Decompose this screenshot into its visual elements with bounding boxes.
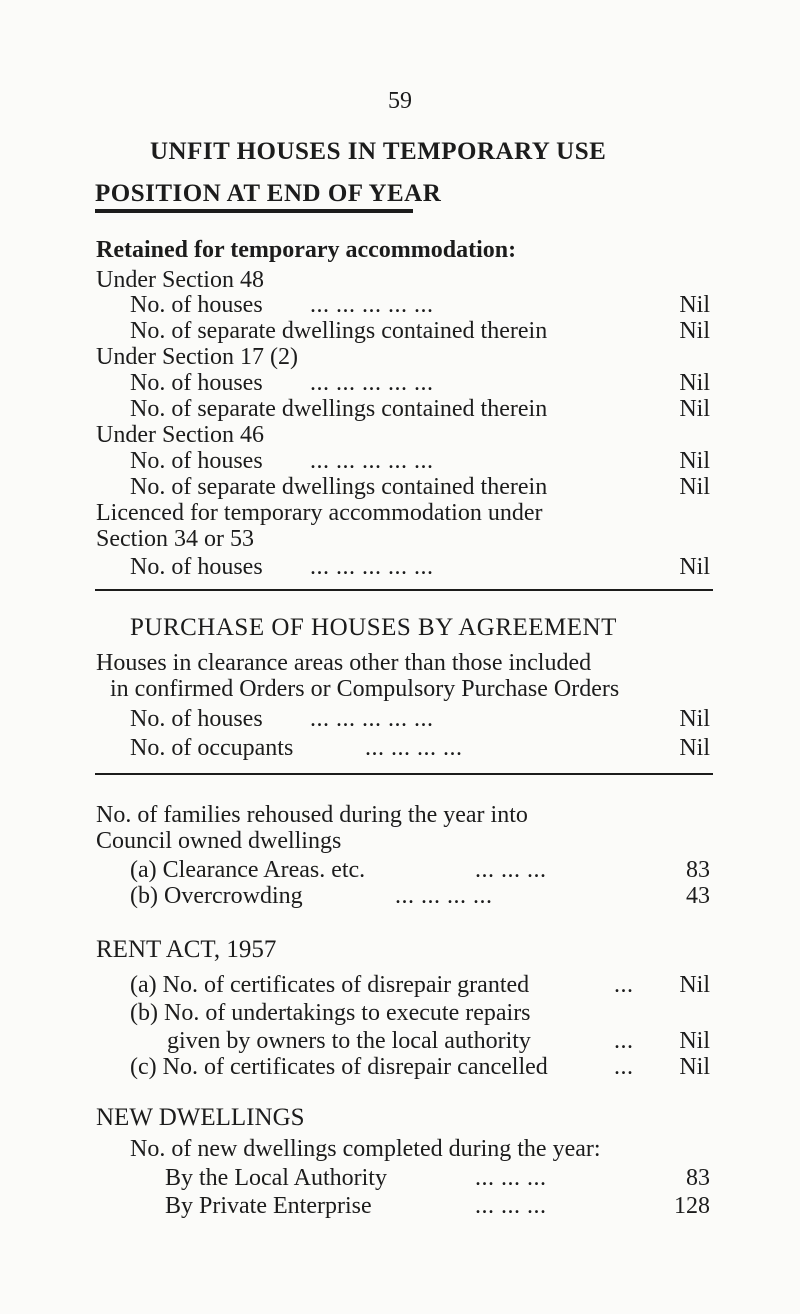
entry-label: No. of houses (130, 706, 263, 732)
entry-row (130, 706, 710, 736)
page-subtitle: POSITION AT END OF YEAR (95, 180, 442, 207)
rehoused-intro: Council owned dwellings (96, 828, 342, 854)
page-number: 59 (388, 88, 412, 114)
entry-value: Nil (679, 396, 710, 422)
entry-label: (a) No. of certificates of disrepair granted (130, 972, 530, 998)
rent-act-text: (b) No. of undertakings to execute repairs (130, 1000, 531, 1026)
rehoused-intro: No. of families rehoused during the year into (96, 802, 528, 828)
entry-label: No. of separate dwellings contained therein (130, 474, 548, 500)
page-title: UNFIT HOUSES IN TEMPORARY USE (150, 138, 607, 165)
purchase-intro: Houses in clearance areas other than those included (96, 650, 592, 676)
entry-label: (a) Clearance Areas. etc. (130, 857, 366, 883)
entry-row (165, 1193, 710, 1223)
entry-value: 43 (686, 883, 710, 909)
retained-heading: Retained for temporary accommodation: (96, 237, 517, 263)
entry-row (130, 883, 710, 913)
entry-label: No. of houses (130, 370, 263, 396)
entry-row (130, 735, 710, 765)
leader-dots: ... ... ... ... ... (310, 370, 434, 396)
section-label: Under Section 46 (96, 422, 264, 448)
entry-row (130, 972, 710, 1002)
entry-value: Nil (679, 706, 710, 732)
entry-label: No. of houses (130, 448, 263, 474)
entry-value: Nil (679, 318, 710, 344)
leader-dots: ... ... ... ... (395, 883, 493, 909)
section-divider (95, 773, 713, 775)
entry-value: 128 (674, 1193, 710, 1219)
purchase-heading: PURCHASE OF HOUSES BY AGREEMENT (130, 614, 617, 641)
section-label: Under Section 48 (96, 267, 264, 293)
entry-label: No. of houses (130, 554, 263, 580)
leader-dots: ... ... ... (475, 1165, 547, 1191)
licenced-text: Section 34 or 53 (96, 526, 254, 552)
entry-value: Nil (679, 554, 710, 580)
entry-value: Nil (679, 292, 710, 318)
entry-value: Nil (679, 972, 710, 998)
entry-label: (c) No. of certificates of disrepair cancelled (130, 1054, 548, 1080)
entry-value: Nil (679, 735, 710, 761)
leader-dots: ... ... ... ... ... (310, 554, 434, 580)
entry-value: Nil (679, 370, 710, 396)
entry-value: 83 (686, 857, 710, 883)
licenced-text: Licenced for temporary accommodation under (96, 500, 543, 526)
purchase-intro: in confirmed Orders or Compulsory Purchase Orders (110, 676, 620, 702)
leader-dots: ... ... ... ... ... (310, 448, 434, 474)
leader-dots: ... ... ... ... (365, 735, 463, 761)
entry-row (130, 554, 710, 584)
entry-value: Nil (679, 448, 710, 474)
entry-row (130, 1054, 710, 1084)
entry-label: No. of occupants (130, 735, 294, 761)
entry-row (165, 1165, 710, 1195)
entry-label: No. of separate dwellings contained therein (130, 396, 548, 422)
entry-value: Nil (679, 1028, 710, 1054)
leader-dots: ... ... ... ... ... (310, 706, 434, 732)
subtitle-underline (95, 209, 413, 213)
leader-dots: ... (614, 1028, 634, 1054)
section-label: Under Section 17 (2) (96, 344, 298, 370)
leader-dots: ... ... ... ... ... (310, 292, 434, 318)
leader-dots: ... (614, 1054, 634, 1080)
entry-label: By the Local Authority (165, 1165, 387, 1191)
entry-value: Nil (679, 1054, 710, 1080)
leader-dots: ... ... ... (475, 857, 547, 883)
leader-dots: ... (614, 972, 634, 998)
entry-label: given by owners to the local authority (167, 1028, 531, 1054)
entry-label: (b) Overcrowding (130, 883, 303, 909)
rent-act-heading: RENT ACT, 1957 (96, 936, 277, 963)
leader-dots: ... ... ... (475, 1193, 547, 1219)
section-divider (95, 589, 713, 591)
entry-label: No. of houses (130, 292, 263, 318)
new-dwellings-intro: No. of new dwellings completed during the year: (130, 1136, 601, 1162)
entry-label: No. of separate dwellings contained therein (130, 318, 548, 344)
entry-label: By Private Enterprise (165, 1193, 372, 1219)
entry-value: Nil (679, 474, 710, 500)
new-dwellings-heading: NEW DWELLINGS (96, 1104, 305, 1131)
entry-value: 83 (686, 1165, 710, 1191)
